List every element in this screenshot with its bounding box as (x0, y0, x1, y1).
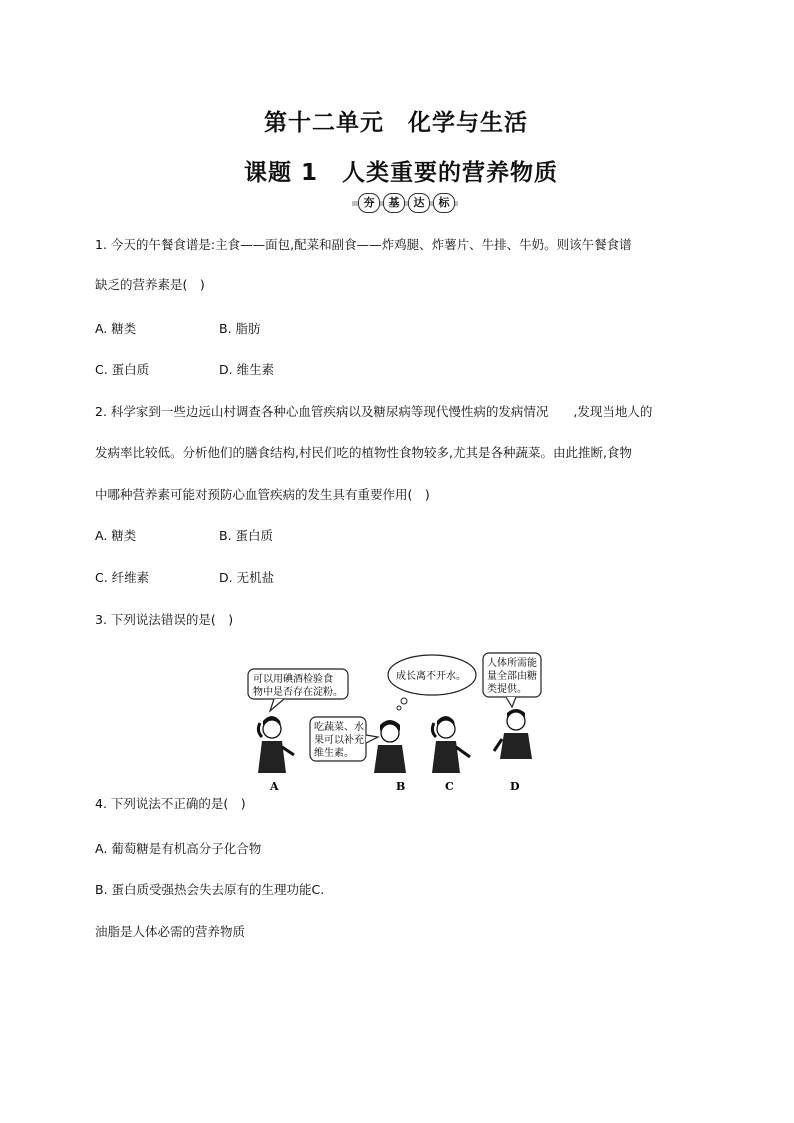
bubble-d-line3: 类提供。 (487, 684, 527, 695)
q4-stem: 4. 下列说法不正确的是( ) (95, 796, 246, 811)
q4-option-b: B. 蛋白质受强热会失去原有的生理功能C. (95, 882, 325, 897)
q2-option-b: B. 蛋白质 (219, 528, 274, 543)
banner-char: 基 (383, 193, 405, 213)
bubble-c (388, 655, 476, 710)
person-d-figure (494, 709, 532, 759)
q2-stem-line1: 2. 科学家到一些边远山村调查各种心血管疾病以及糖尿病等现代慢性病的发病情况 ,发现当地人的 (95, 404, 653, 419)
bubble-d-line1: 人体所需能 (487, 658, 537, 669)
label-d: D (510, 780, 520, 793)
bubble-d (483, 653, 541, 707)
bubble-d-line2: 量全部由糖 (487, 671, 537, 682)
lesson-title: 课题 1 人类重要的营养物质 (244, 160, 559, 186)
q4-option-a: A. 葡萄糖是有机高分子化合物 (95, 841, 262, 856)
unit-title: 第十二单元 化学与生活 (264, 110, 528, 136)
bubble-b-line2: 果可以补充 (314, 735, 364, 746)
banner-char: 夯 (358, 193, 380, 213)
person-b-figure (374, 720, 406, 773)
label-b: B (396, 780, 406, 793)
bubble-c-text: 成长离不开水。 (396, 671, 466, 682)
bubble-a-line2: 物中是否存在淀粉。 (253, 687, 343, 698)
label-c: C (445, 780, 454, 793)
person-c-figure (432, 716, 470, 773)
q1-stem-line2: 缺乏的营养素是( ) (95, 277, 205, 292)
q2-option-d: D. 无机盐 (219, 570, 275, 585)
q1-option-b: B. 脂肪 (219, 321, 261, 336)
q4-option-c: 油脂是人体必需的营养物质 (95, 924, 246, 939)
label-a: A (270, 780, 279, 793)
bubble-b-line3: 维生素。 (314, 748, 354, 759)
section-banner (352, 193, 458, 213)
q2-option-c: C. 纤维素 (95, 570, 150, 585)
banner-char: 达 (408, 193, 430, 213)
q2-stem-line2: 发病率比较低。分析他们的膳食结构,村民们吃的植物性食物较多,尤其是各种蔬菜。由此推断,食物 (95, 445, 632, 460)
banner-char: 标 (433, 193, 455, 213)
bubble-b (310, 717, 378, 761)
bubble-b-line1: 吃蔬菜、水 (314, 722, 364, 733)
q2-stem-line3: 中哪种营养素可能对预防心血管疾病的发生具有重要作用( ) (95, 487, 430, 502)
q1-option-a: A. 糖类 (95, 321, 137, 336)
q1-option-d: D. 维生素 (219, 362, 275, 377)
bubble-a (248, 669, 348, 711)
q1-stem-line1: 1. 今天的午餐食谱是:主食——面包,配菜和副食——炸鸡腿、炸薯片、牛排、牛奶。则该午餐食谱 (95, 237, 632, 252)
q3-stem: 3. 下列说法错误的是( ) (95, 612, 234, 627)
bubble-a-line1: 可以用碘酒检验食 (253, 674, 333, 685)
person-a-figure (258, 716, 294, 773)
q2-option-a: A. 糖类 (95, 528, 137, 543)
q3-illustration (244, 645, 544, 797)
q1-option-c: C. 蛋白质 (95, 362, 150, 377)
